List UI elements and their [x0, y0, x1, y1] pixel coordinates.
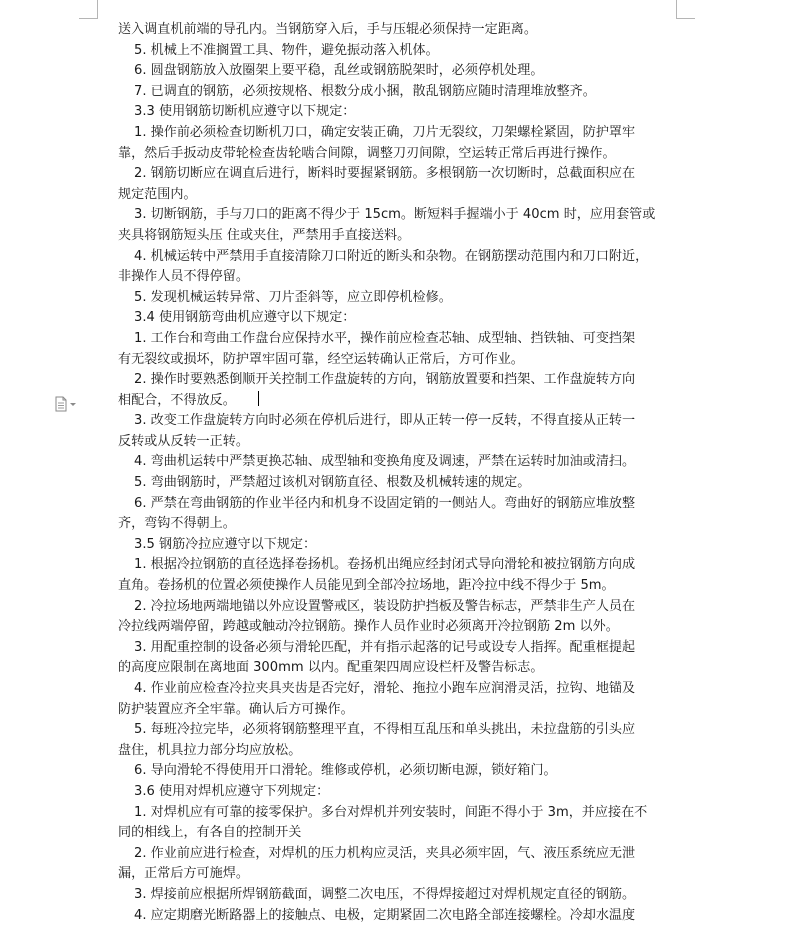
- text-line-content: 1. 对焊机应有可靠的接零保护。多台对焊机并列安装时，间距不得小于 3m，并应接在不: [134, 804, 648, 820]
- text-line-content: 送入调直机前端的导孔内。当钢筋穿入后，手与压辊必须保持一定距离。: [118, 22, 537, 37]
- text-line: [118, 164, 676, 185]
- text-line: [118, 41, 676, 62]
- text-line: [118, 782, 676, 803]
- text-line-content: 1. 工作台和弯曲工作盘台应保持水平，操作前应检查芯轴、成型轴、挡铁轴、可变挡架: [134, 330, 636, 346]
- text-line-content: 非操作人员不得停留。: [118, 269, 249, 285]
- text-line-content: 5. 机械上不准搁置工具、物件，避免振动落入机体。: [134, 42, 439, 58]
- text-line-content: 反转或从反转一正转。: [118, 433, 249, 449]
- text-line-content: 的高度应限制在离地面 300mm 以内。配重架四周应设栏杆及警告标志。: [118, 660, 544, 676]
- text-line-content: 3.6 使用对焊机应遵守下列规定：: [134, 783, 330, 799]
- text-line-content: 3. 焊接前应根据所焊钢筋截面，调整二次电压，不得焊接超过对焊机规定直径的钢筋。: [134, 886, 636, 902]
- text-line-content: 4. 作业前应检查冷拉夹具夹齿是否完好，滑轮、拖拉小跑车应润滑灵活，拉钩、地锚及: [134, 681, 636, 696]
- text-line: [118, 906, 676, 927]
- text-line-content: 3.4 使用钢筋弯曲机应遵守以下规定：: [134, 310, 356, 326]
- text-line-content: 1. 根据冷拉钢筋的直径选择卷扬机。卷扬机出绳应经封闭式导向滑轮和被拉钢筋方向成: [134, 557, 636, 573]
- text-line: [118, 185, 676, 206]
- text-line: [118, 102, 676, 123]
- text-line-content: 靠，然后手扳动皮带轮检查齿轮啮合间隙，调整刀刃间隙，空运转正常后再进行操作。: [118, 145, 616, 161]
- crop-mark-top-left: [97, 0, 98, 18]
- document-body[interactable]: [118, 20, 676, 926]
- text-line-content: 规定范围内。: [118, 186, 197, 202]
- text-line: [118, 247, 676, 268]
- text-line: [118, 741, 676, 762]
- text-line-content: 夹具将钢筋短头压 住或夹住，严禁用手直接送料。: [118, 227, 411, 243]
- text-line-content: 6. 圆盘钢筋放入放圈架上要平稳，乱丝或钢筋脱架时，必须停机处理。: [134, 63, 544, 79]
- text-line: [118, 61, 676, 82]
- text-line: [118, 308, 676, 329]
- text-line: [118, 329, 676, 350]
- text-line: [118, 761, 676, 782]
- text-line-content: 4. 应定期磨光断路器上的接触点、电极，定期紧固二次电路全部连接螺栓。冷却水温度: [134, 907, 636, 923]
- text-line: [118, 864, 676, 885]
- text-line-content: 3.3 使用钢筋切断机应遵守以下规定：: [134, 104, 356, 120]
- text-line-content: 有无裂纹或损坏，防护罩牢固可靠，经空运转确认正常后，方可作业。: [118, 351, 524, 367]
- text-line: [118, 144, 676, 165]
- text-line: [118, 226, 676, 247]
- text-line-content: 3. 改变工作盘旋转方向时必须在停机后进行，即从正转一停一反转，不得直接从正转一: [134, 413, 636, 429]
- text-line: [118, 576, 676, 597]
- text-line: [118, 432, 676, 453]
- text-line: [118, 452, 676, 473]
- text-line: [118, 617, 676, 638]
- text-line-content: 2. 操作时要熟悉倒顺开关控制工作盘旋转的方向，钢筋放置要和挡架、工作盘旋转方向: [134, 372, 636, 388]
- text-line: [118, 555, 676, 576]
- text-line: [118, 473, 676, 494]
- text-line-content: 2. 冷拉场地两端地锚以外应设置警戒区，装设防护挡板及警告标志，严禁非生产人员在: [134, 598, 636, 614]
- text-line: [118, 205, 676, 226]
- text-line-content: 4. 弯曲机运转中严禁更换芯轴、成型轴和变换角度及调速，严禁在运转时加油或清扫。: [134, 454, 636, 470]
- text-line: [118, 288, 676, 309]
- text-line: [118, 885, 676, 906]
- paragraph-options-icon[interactable]: [54, 396, 80, 412]
- text-line: [118, 679, 676, 700]
- text-line-content: 盘住，机具拉力部分均应放松。: [118, 742, 302, 758]
- text-line: [118, 350, 676, 371]
- text-line-content: 4. 机械运转中严禁用手直接清除刀口附近的断头和杂物。在钢筋摆动范围内和刀口附近，: [134, 248, 649, 264]
- text-line-content: 7. 已调直的钢筋，必须按规格、根数分成小捆，散乱钢筋应随时清理堆放整齐。: [134, 83, 596, 99]
- text-line-content: 相配合，不得放反。: [118, 392, 236, 408]
- text-line: [118, 844, 676, 865]
- text-line-content: 5. 每班冷拉完毕，必须将钢筋整理平直，不得相互乱压和单头挑出，未拉盘筋的引头应: [134, 722, 636, 738]
- text-cursor: [258, 391, 259, 406]
- text-line-content: 齐，弯钩不得朝上。: [118, 516, 236, 532]
- text-line-content: 3. 切断钢筋，手与刀口的距离不得少于 15cm。断短料手握端小于 40cm 时，应用套管或: [134, 207, 656, 223]
- text-line: [118, 638, 676, 659]
- text-line: [118, 803, 676, 824]
- text-line: [118, 267, 676, 288]
- text-line-content: 防护装置应齐全牢靠。确认后方可操作。: [118, 701, 354, 717]
- text-line: [118, 20, 676, 41]
- text-line: [118, 658, 676, 679]
- text-line-content: 直角。卷扬机的位置必须使操作人员能见到全部冷拉场地，距冷拉中线不得少于 5m。: [118, 578, 615, 594]
- text-line-content: 5. 发现机械运转异常、刀片歪斜等，应立即停机检修。: [134, 289, 452, 305]
- text-line-content: 6. 严禁在弯曲钢筋的作业半径内和机身不设固定销的一侧站人。弯曲好的钢筋应堆放整: [134, 495, 636, 511]
- text-line-content: 6. 导向滑轮不得使用开口滑轮。维修或停机，必须切断电源，锁好箱门。: [134, 763, 557, 779]
- text-line: [118, 720, 676, 741]
- text-line-content: 5. 弯曲钢筋时，严禁超过该机对钢筋直径、根数及机械转速的规定。: [134, 475, 531, 491]
- text-line: [118, 597, 676, 618]
- text-line-content: 2. 作业前应进行检查，对焊机的压力机构应灵活，夹具必须牢固，气、液压系统应无泄: [134, 845, 636, 861]
- text-line: [118, 535, 676, 556]
- text-line: [118, 514, 676, 535]
- text-line-content: 冷拉线两端停留，跨越或触动冷拉钢筋。操作人员作业时必须离开冷拉钢筋 2m 以外。: [118, 619, 619, 635]
- crop-mark-top-right: [676, 0, 677, 18]
- text-line: [118, 700, 676, 721]
- text-line: [118, 823, 676, 844]
- crop-mark-top-left-h: [79, 18, 98, 19]
- text-line-content: 3. 用配重控制的设备必须与滑轮匹配，并有指示起落的记号或设专人指挥。配重框提起: [134, 639, 636, 655]
- text-line: [118, 123, 676, 144]
- text-line-content: 3.5 钢筋冷拉应遵守以下规定：: [134, 536, 317, 552]
- text-line: [118, 411, 676, 432]
- text-line-content: 1. 操作前必须检查切断机刀口，确定安装正确，刀片无裂纹，刀架螺栓紧固，防护罩牢: [134, 124, 636, 140]
- text-line-content: 漏，正常后方可施焊。: [118, 866, 249, 882]
- text-line: [118, 370, 676, 391]
- text-line-content: 同的相线上，有各自的控制开关: [118, 825, 302, 841]
- text-line-content: 2. 钢筋切断应在调直后进行，断料时要握紧钢筋。多根钢筋一次切断时，总截面积应在: [134, 166, 636, 182]
- text-line: [118, 82, 676, 103]
- text-line: [118, 494, 676, 515]
- text-line: [118, 391, 676, 412]
- crop-mark-top-right-h: [676, 18, 695, 19]
